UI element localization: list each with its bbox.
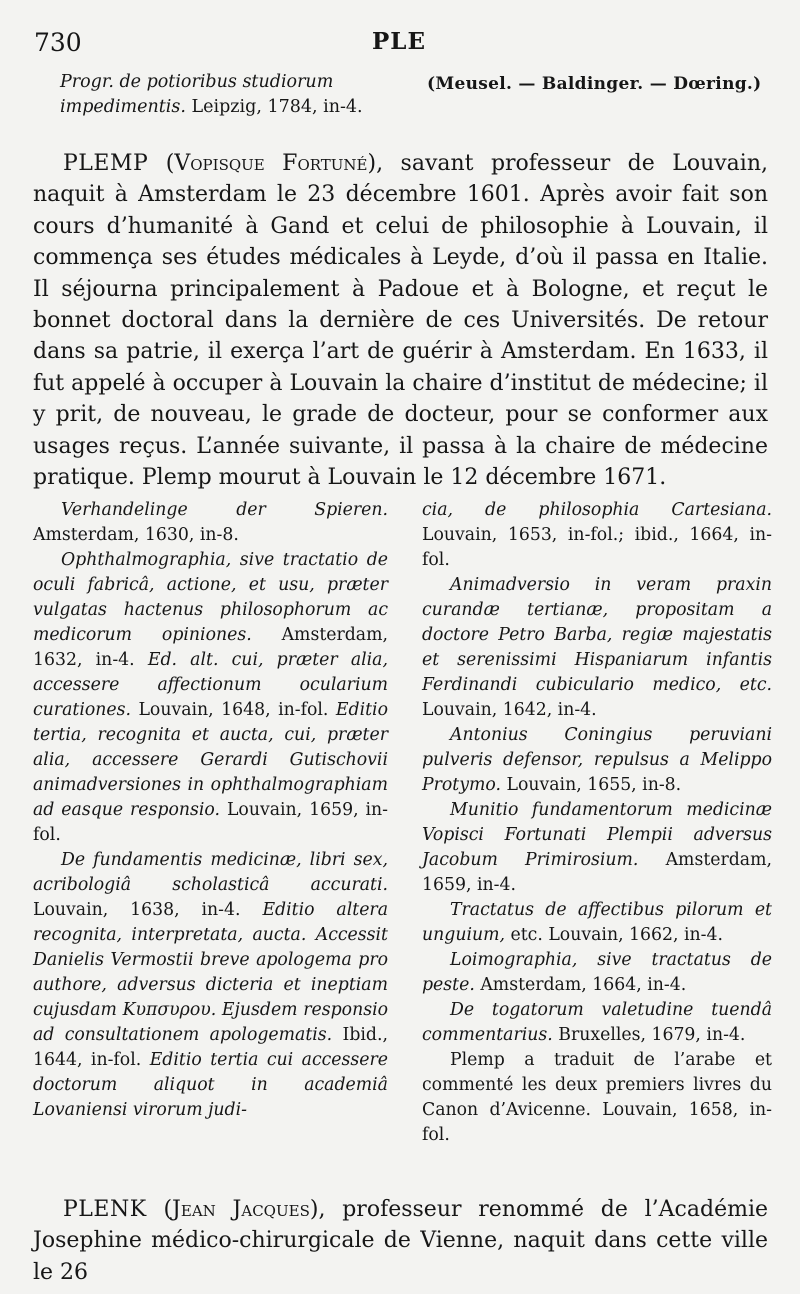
previous-entry-references: (Meusel. — Baldinger. — Dœring.): [427, 74, 762, 94]
bib-imprint: Louvain, 1638, in-4.: [33, 900, 241, 920]
bib-imprint: Ibid., 1644, in-fol.: [33, 1025, 388, 1070]
bib-item-right-4: [422, 898, 772, 948]
bib-title: Tractatus de affectibus pilorum et unguium,: [422, 900, 772, 945]
entry-plenk: [33, 1194, 768, 1288]
bib-title: Editio tertia cui accessere doctorum aliquot in academiâ Lovaniensi virorum judi-: [33, 1050, 388, 1120]
bib-imprint: Louvain, 1653, in-fol.; ibid., 1664, in-fol.: [422, 525, 772, 570]
entry-plenk-paragraph: PLENK (Jean Jacques), professeur renommé de l’Académie Josephine médico-chirurgicale de Vienne, naquit dans cette ville le 26: [33, 1197, 769, 1285]
bib-title: Animadversio in veram praxin curandæ tertianæ, propositam a doctore Petro Barba, regiæ majestatis et serenissimi Hispaniarum infantis Ferdinandi cubiculario medico, etc.: [422, 575, 772, 695]
bib-title: Verhandelinge der Spieren.: [61, 500, 388, 520]
bib-imprint: Amsterdam, 1664, in-4.: [480, 975, 687, 995]
entry-plemp-text: savant professeur de Louvain, naquit à Amsterdam le 23 décembre 1601. Après avoir fait son cours d’humanité à Gand et celui de philosophie à Louvain, il commença ses études médicales à Leyde, d’où il passa en Italie. Il séjourna principalement à Padoue et à Bologne, et reçut le bonnet doctoral dans la dernière de ces Universités. De retour dans sa patrie, il exerça l’art de guérir à Amsterdam. En 1633, il fut appelé à occuper à Louvain la chaire d’institut de médecine; il y prit, de nouveau, le grade de docteur, pour se conformer aux usages reçus. L’année suivante, il passa à la chaire de médecine pratique. Plemp mourut à Louvain le 12 décembre 1671.: [33, 151, 769, 491]
bib-item-right-2: [422, 723, 772, 798]
bib-item-right-1: [422, 573, 772, 723]
bib-title: cia, de philosophia Cartesiana.: [422, 500, 772, 520]
bib-title: De fundamentis medicinæ, libri sex, acribologiâ scholasticâ accurati.: [33, 850, 388, 895]
bib-imprint: Amsterdam, 1630, in-8.: [33, 525, 239, 545]
bib-title: Antonius Coningius peruviani pulveris defensor, repulsus a Melippo Protymo.: [422, 725, 772, 795]
bib-item-right-5: [422, 948, 772, 998]
page-number: 730: [34, 28, 82, 57]
bib-imprint: Amsterdam, 1632, in-4.: [33, 625, 388, 670]
previous-entry-imprint: Leipzig, 1784, in-4.: [191, 97, 363, 117]
entry-plemp: [33, 148, 768, 493]
bib-imprint: etc. Louvain, 1662, in-4.: [510, 925, 724, 945]
bib-item-right-3: [422, 798, 772, 898]
bib-imprint: Louvain, 1655, in-8.: [506, 775, 682, 795]
bib-title: De togatorum valetudine tuendâ commentarius.: [422, 1000, 772, 1045]
bib-item-left-1: [33, 548, 388, 848]
bib-imprint: Amsterdam, 1659, in-4.: [422, 850, 772, 895]
bib-title: Editio tertia, recognita et aucta, cui, præter alia, accessere Gerardi Gutischovii animadversiones in ophthalmographiam ad easque responsio.: [33, 700, 388, 820]
bib-title: Munitio fundamentorum medicinæ Vopisci Fortunati Plempii adversus Jacobum Primirosium.: [422, 800, 772, 870]
bib-title: Ophthalmographia, sive tractatio de oculi fabricâ, actione, et usu, præter vulgatas hactenus philosophorum ac medicorum opiniones.: [33, 550, 388, 645]
closing-note: Plemp a traduit de l’arabe et commenté les deux premiers livres du Canon d’Avicenne. Louvain, 1658, in-fol.: [422, 1050, 772, 1145]
entry-plemp-paragraph: PLEMP (Vopisque Fortuné), savant professeur de Louvain, naquit à Amsterdam le 23 décembre 1601. Après avoir fait son cours d’humanité à Gand et celui de philosophie à Louvain, il commença ses études médicales à Leyde, d’où il passa en Italie. Il séjourna principalement à Padoue et à Bologne, et reçut le bonnet doctoral dans la dernière de ces Universités. De retour dans sa patrie, il exerça l’art de guérir à Amsterdam. En 1633, il fut appelé à occuper à Louvain la chaire d’institut de médecine; il y prit, de nouveau, le grade de docteur, pour se conformer aux usages reçus. L’année suivante, il passa à la chaire de médecine pratique. Plemp mourut à Louvain le 12 décembre 1671.: [33, 151, 769, 491]
entry-plemp-name: PLEMP: [63, 151, 149, 176]
bib-item-left-4: [33, 848, 388, 1123]
bib-title: Ed. alt. cui, præter alia, accessere affectionum ocularium curationes.: [33, 650, 388, 720]
bib-imprint: Louvain, 1659, in-fol.: [33, 800, 388, 845]
bib-imprint: Louvain, 1648, in-fol.: [138, 700, 329, 720]
bib-imprint: Louvain, 1642, in-4.: [422, 700, 597, 720]
bib-item-left-0: [33, 498, 388, 548]
previous-entry-tail: [60, 70, 380, 120]
bib-title: Editio altera recognita, interpretata, aucta. Accessit Danielis Vermostii breve apologema pro authore, adversus dicteria et ineptiam cujusdam Κυπσυρου. Ejusdem responsio ad consultationem apologematis.: [33, 900, 388, 1045]
entry-plenk-forenames: Jean Jacques: [172, 1197, 310, 1222]
entry-plenk-text: professeur renommé de l’Académie Josephine médico-chirurgicale de Vienne, naquit dans cette ville le 26: [33, 1197, 769, 1285]
bibliography-left-column: [33, 498, 388, 1123]
bib-imprint: Bruxelles, 1679, in-4.: [558, 1025, 746, 1045]
bib-title: Loimographia, sive tractatus de peste.: [422, 950, 772, 995]
bibliography-right-column: [422, 498, 772, 1148]
entry-plenk-name: PLENK: [63, 1197, 147, 1222]
running-head: PLE: [372, 28, 426, 55]
bib-item-right-0: [422, 498, 772, 573]
page-header: [34, 28, 770, 62]
previous-entry-title: Progr. de potioribus studiorum impedimentis.: [60, 72, 334, 117]
entry-plemp-forenames: Vopisque Fortuné: [174, 151, 368, 176]
bib-item-right-6: [422, 998, 772, 1048]
